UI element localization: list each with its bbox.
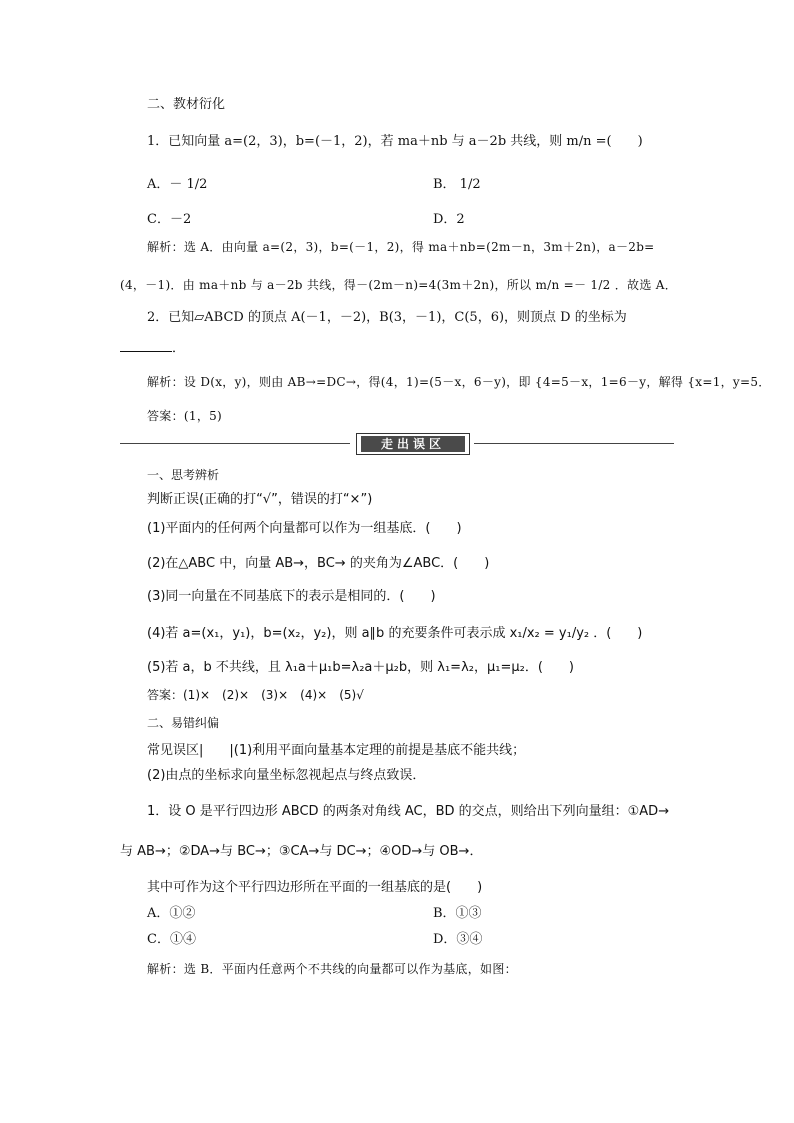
judge-item-1: (1)平面内的任何两个向量都可以作为一组基底．( ) xyxy=(147,521,462,536)
problem-1-stem-line-1: 1．设 O 是平行四边形 ABCD 的两条对角线 AC，BD 的交点，则给出下列向量组：①AD→ xyxy=(147,804,670,819)
problem-1-option-a: A．①② xyxy=(147,906,196,921)
section-heading-textbook: 二、教材衍化 xyxy=(147,97,226,112)
question-1-option-b: B． 1/2 xyxy=(433,177,481,192)
mistake-zone-banner xyxy=(356,433,470,455)
question-1-solution-line-2: (4，－1)．由 ma＋nb 与 a－2b 共线，得－(2m－n)=4(3m＋2n)，所以 m/n =－ 1/2 ．故选 A． xyxy=(120,278,677,292)
common-mistake-line-1: 常见误区| |(1)利用平面向量基本定理的前提是基底不能共线； xyxy=(147,743,526,758)
judge-instructions: 判断正误(正确的打“√”，错误的打“×”) xyxy=(147,492,373,507)
problem-1-question: 其中可作为这个平行四边形所在平面的一组基底的是( ) xyxy=(147,880,483,895)
judge-answers: 答案：(1)× (2)× (3)× (4)× (5)√ xyxy=(147,688,364,702)
question-1-stem: 1．已知向量 a=(2，3)，b=(－1，2)，若 ma＋nb 与 a－2b 共线，则 m/n =( ) xyxy=(147,134,643,149)
banner-rule-right xyxy=(474,443,674,444)
common-mistake-line-2: (2)由点的坐标求向量坐标忽视起点与终点致误． xyxy=(147,768,426,783)
judge-item-2: (2)在△ABC 中，向量 AB→，BC→ 的夹角为∠ABC．( ) xyxy=(147,556,490,571)
question-2-answer: 答案：(1，5) xyxy=(147,409,223,423)
question-2-solution: 解析：设 D(x，y)，则由 AB→=DC→，得(4，1)=(5－x，6－y)，即 {4=5－x，1=6－y，解得 {x=1，y=5． xyxy=(147,375,771,389)
problem-1-option-c: C．①④ xyxy=(147,932,196,947)
problem-1-option-d: D．③④ xyxy=(433,932,483,947)
question-1-solution-line-1: 解析：选 A．由向量 a=(2，3)，b=(－1，2)，得 ma＋nb=(2m－n，3m＋2n)，a－2b= xyxy=(147,240,655,254)
question-1-option-a: A．－ 1/2 xyxy=(147,177,208,192)
section-heading-error-correction: 二、易错纠偏 xyxy=(147,716,220,730)
question-2-answer-blank: ． xyxy=(120,339,185,358)
problem-1-solution: 解析：选 B．平面内任意两个不共线的向量都可以作为基底，如图： xyxy=(147,962,517,976)
judge-item-3: (3)同一向量在不同基底下的表示是相同的．( ) xyxy=(147,589,436,604)
question-1-option-d: D．2 xyxy=(433,212,465,227)
judge-item-4: (4)若 a=(x₁，y₁)，b=(x₂，y₂)，则 a∥b 的充要条件可表示成 x₁/x₂ = y₁/y₂ ．( ) xyxy=(147,626,643,641)
section-heading-reflection: 一、思考辨析 xyxy=(147,468,220,482)
question-1-option-c: C．－2 xyxy=(147,212,192,227)
problem-1-stem-line-2: 与 AB→；②DA→与 BC→；③CA→与 DC→；④OD→与 OB→． xyxy=(120,844,483,859)
problem-1-option-b: B．①③ xyxy=(433,906,482,921)
judge-item-5: (5)若 a，b 不共线，且 λ₁a＋μ₁b=λ₂a＋μ₂b，则 λ₁=λ₂，μ₁=μ₂．( ) xyxy=(147,660,574,675)
mistake-zone-banner-label: 走出误区 xyxy=(361,436,465,452)
question-2-stem: 2．已知▱ABCD 的顶点 A(－1，－2)，B(3，－1)，C(5，6)，则顶点 D 的坐标为 xyxy=(147,310,627,325)
banner-rule-left xyxy=(120,443,350,444)
